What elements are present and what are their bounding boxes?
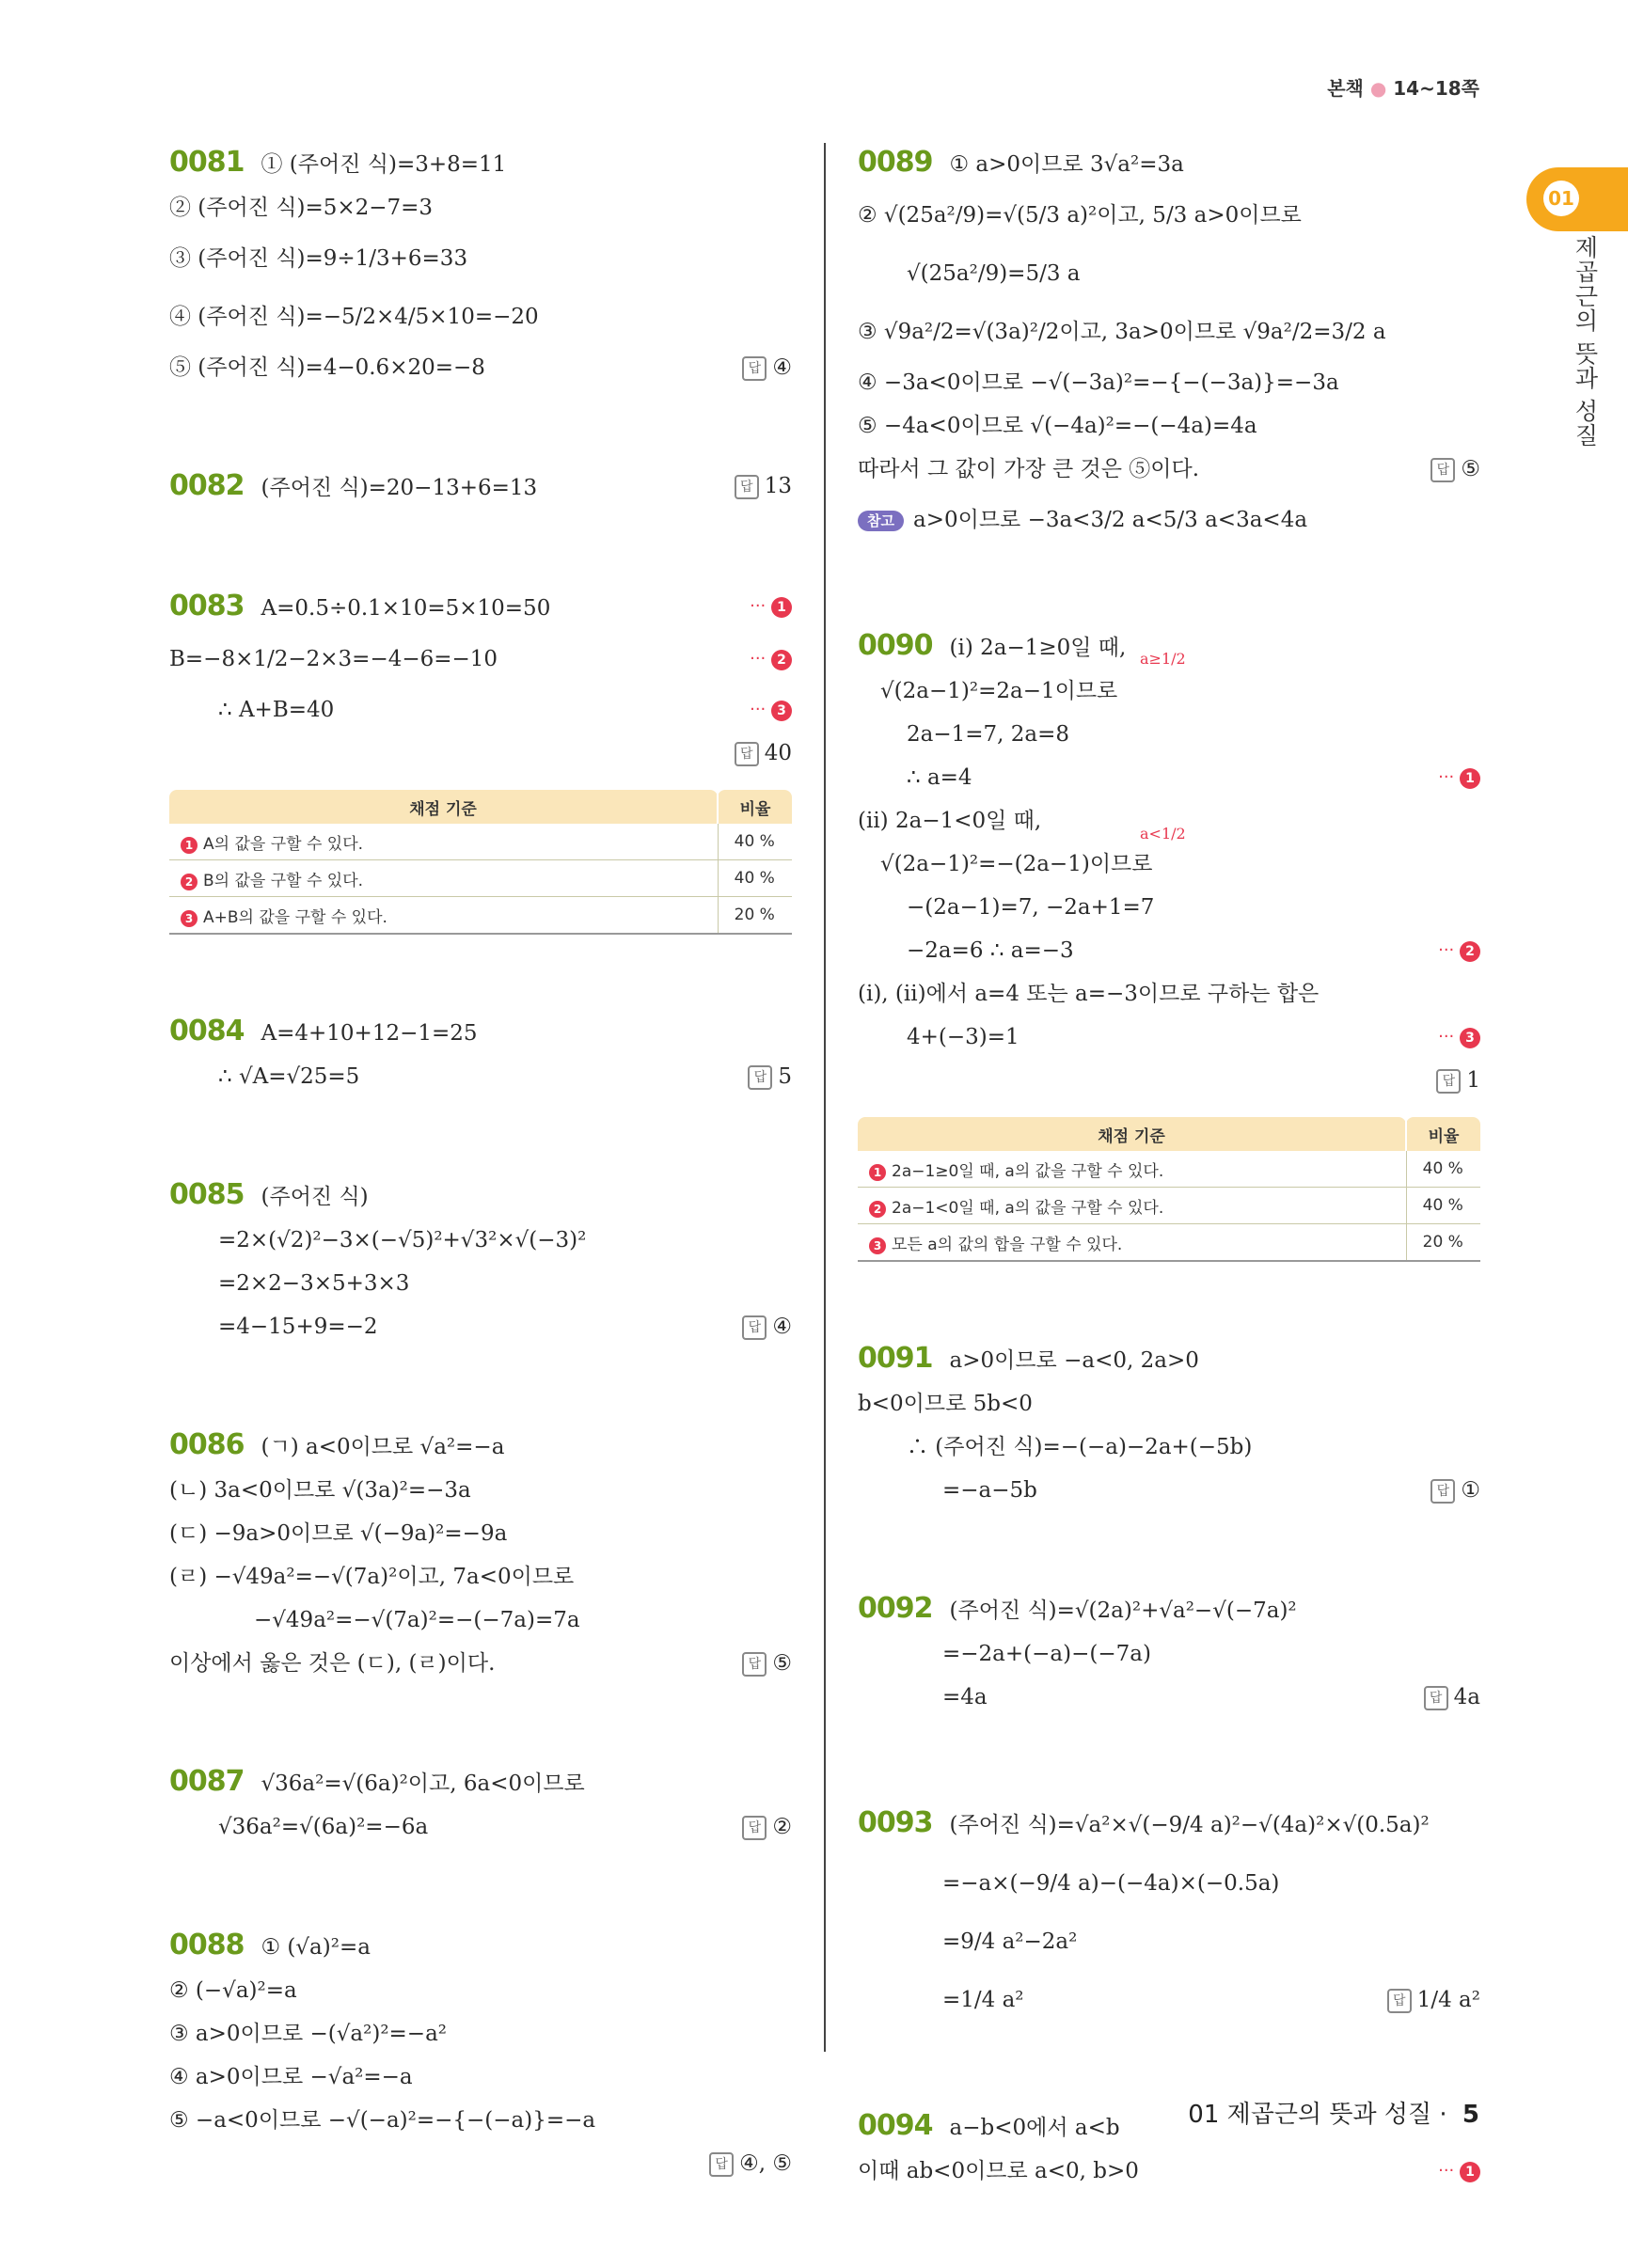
solution-text: 이상에서 옳은 것은 (ㄷ), (ㄹ)이다. bbox=[169, 1651, 496, 1676]
answer-value: 1 bbox=[1466, 1068, 1480, 1093]
solution-line bbox=[858, 1794, 1480, 1854]
problem-0086 bbox=[169, 1424, 792, 1685]
solution-text: ③ √9a²/2=√(3a)²/2이고, 3a>0이므로 √9a²/2=3/2 a bbox=[858, 320, 1386, 344]
solution-text: ① (주어진 식)=3+8=11 bbox=[261, 152, 507, 177]
answer-value: ⑤ bbox=[772, 1651, 792, 1676]
answer bbox=[1430, 448, 1480, 491]
answer bbox=[735, 465, 792, 508]
solution-text: =4a bbox=[942, 1685, 988, 1709]
problem-number: 0081 bbox=[169, 146, 245, 179]
solution-line bbox=[858, 361, 1480, 404]
solution-text: (주어진 식)=√a²×√(−9/4 a)²−√(4a)²×√(0.5a)² bbox=[949, 1813, 1430, 1837]
problem-number: 0084 bbox=[169, 1015, 245, 1047]
ratio-cell: 40 % bbox=[1406, 1151, 1480, 1188]
problem-number: 0087 bbox=[169, 1765, 245, 1798]
criteria-text: A+B의 값을 구할 수 있다. bbox=[203, 907, 387, 927]
answer-icon: 답 bbox=[742, 1315, 767, 1340]
answer-value: 4a bbox=[1453, 1685, 1480, 1709]
solution-text: (ii) 2a−1<0일 때, bbox=[858, 809, 1042, 833]
condition-note: a<1/2 bbox=[1140, 825, 1186, 843]
solution-line bbox=[858, 756, 1480, 799]
answer-icon: 답 bbox=[735, 475, 759, 499]
solution-line bbox=[169, 732, 792, 775]
solution-text: 2a−1=7, 2a=8 bbox=[907, 722, 1070, 747]
criteria-cell bbox=[858, 1224, 1406, 1262]
problem-0081 bbox=[169, 141, 792, 389]
ratio-cell: 40 % bbox=[718, 824, 792, 860]
scoring-header bbox=[858, 1117, 1480, 1151]
ratio-cell: 40 % bbox=[1406, 1188, 1480, 1224]
left-column bbox=[169, 141, 792, 2260]
problem-0087 bbox=[169, 1760, 792, 1849]
solution-line bbox=[858, 1469, 1480, 1512]
criteria-text: 모든 a의 값의 합을 구할 수 있다. bbox=[892, 1235, 1123, 1254]
solution-line bbox=[858, 972, 1480, 1016]
solution-line bbox=[169, 1055, 792, 1098]
answer bbox=[742, 1805, 792, 1849]
solution-line bbox=[858, 1425, 1480, 1469]
criteria-text: 2a−1≥0일 때, a의 값을 구할 수 있다. bbox=[892, 1161, 1164, 1181]
dot-icon: ● bbox=[1369, 77, 1387, 100]
solution-text: (ㄴ) 3a<0이므로 √(3a)²=−3a bbox=[169, 1478, 471, 1503]
problem-0088 bbox=[169, 1924, 792, 2185]
solution-text: ∴ (주어진 식)=−(−a)−2a+(−5b) bbox=[907, 1435, 1253, 1459]
scoring-row bbox=[858, 1151, 1480, 1188]
solution-text: ⑤ (주어진 식)=4−0.6×20=−8 bbox=[169, 355, 485, 380]
problem-number: 0093 bbox=[858, 1806, 933, 1839]
problem-number: 0082 bbox=[169, 469, 245, 502]
scoring-row bbox=[858, 1188, 1480, 1224]
criteria-number: 3 bbox=[181, 910, 198, 927]
step-marker: ··· 2 bbox=[1438, 929, 1480, 972]
criteria-text: B의 값을 구할 수 있다. bbox=[203, 871, 364, 890]
answer bbox=[748, 1055, 792, 1098]
book-label: 본책 bbox=[1327, 77, 1364, 100]
solution-line bbox=[858, 1971, 1480, 2029]
step-marker: ··· 1 bbox=[1438, 756, 1480, 799]
solution-text: ⑤ −a<0이므로 −√(−a)²=−{−(−a)}=−a bbox=[169, 2108, 596, 2133]
solution-line bbox=[169, 1512, 792, 1555]
problem-0082 bbox=[169, 465, 792, 510]
solution-text: ② (주어진 식)=5×2−7=3 bbox=[169, 196, 434, 220]
solution-text: (ㄹ) −√49a²=−√(7a)²이고, 7a<0이므로 bbox=[169, 1565, 575, 1589]
solution-line bbox=[858, 1587, 1480, 1632]
scoring-table bbox=[858, 1117, 1480, 1262]
problem-0090 bbox=[858, 624, 1480, 1262]
answer-value: 5 bbox=[778, 1064, 792, 1089]
answer bbox=[742, 1642, 792, 1685]
criteria-number: 1 bbox=[181, 837, 198, 854]
answer-value: 40 bbox=[764, 741, 792, 765]
page-number: 5 bbox=[1462, 2101, 1479, 2129]
solution-text: ∴ a=4 bbox=[907, 765, 972, 790]
solution-line bbox=[169, 1010, 792, 1055]
solution-text: √36a²=√(6a)²이고, 6a<0이므로 bbox=[261, 1772, 585, 1796]
criteria-cell bbox=[169, 897, 718, 935]
answer-icon: 답 bbox=[742, 1652, 767, 1677]
solution-text: (주어진 식) bbox=[261, 1185, 369, 1209]
solution-line bbox=[169, 288, 792, 346]
problem-number: 0085 bbox=[169, 1178, 245, 1211]
page-reference bbox=[1327, 73, 1479, 101]
solution-text: −2a=6 ∴ a=−3 bbox=[907, 938, 1074, 963]
answer-icon: 답 bbox=[748, 1065, 772, 1090]
solution-line bbox=[858, 1059, 1480, 1102]
solution-line bbox=[858, 303, 1480, 361]
criteria-number: 1 bbox=[869, 1164, 886, 1181]
solution-line bbox=[858, 141, 1480, 186]
solution-text: =2×2−3×5+3×3 bbox=[218, 1271, 410, 1296]
solution-text: −√49a²=−√(7a)²=−(−7a)=7a bbox=[254, 1608, 580, 1632]
answer-value: 13 bbox=[764, 474, 792, 498]
criteria-cell bbox=[858, 1151, 1406, 1188]
problem-number: 0088 bbox=[169, 1929, 245, 1961]
problem-0083 bbox=[169, 585, 792, 935]
step-number: 1 bbox=[1460, 2162, 1480, 2182]
solution-line bbox=[858, 1016, 1480, 1059]
solution-line bbox=[858, 1854, 1480, 1913]
step-number: 3 bbox=[771, 701, 792, 721]
solution-line bbox=[169, 1173, 792, 1219]
criteria-cell bbox=[169, 860, 718, 897]
solution-line bbox=[858, 404, 1480, 448]
criteria-header: 채점 기준 bbox=[858, 1117, 1406, 1151]
problem-0085 bbox=[169, 1173, 792, 1348]
solution-line bbox=[169, 2099, 792, 2142]
solution-text: A=4+10+12−1=25 bbox=[261, 1021, 478, 1046]
ratio-cell: 40 % bbox=[718, 860, 792, 897]
solution-text: (주어진 식)=√(2a)²+√a²−√(−7a)² bbox=[949, 1599, 1297, 1623]
problem-number: 0094 bbox=[858, 2109, 933, 2142]
solution-text: =1/4 a² bbox=[942, 1988, 1024, 2012]
page-range: 14~18쪽 bbox=[1393, 77, 1479, 100]
solution-line bbox=[169, 1599, 792, 1642]
solution-text: ⑤ −4a<0이므로 √(−4a)²=−(−4a)=4a bbox=[858, 414, 1257, 438]
solution-line bbox=[169, 1469, 792, 1512]
solution-text: b<0이므로 5b<0 bbox=[858, 1392, 1033, 1416]
criteria-number: 2 bbox=[181, 874, 198, 890]
solution-text: √(25a²/9)=5/3 a bbox=[907, 261, 1081, 286]
answer-value: ④ bbox=[772, 1315, 792, 1339]
note-badge: 참고 bbox=[858, 511, 904, 531]
solution-text: =9/4 a²−2a² bbox=[942, 1929, 1078, 1954]
solution-line bbox=[858, 186, 1480, 244]
step-marker: ··· 3 bbox=[750, 688, 792, 732]
solution-text: ② (−√a)²=a bbox=[169, 1978, 297, 2003]
solution-line bbox=[858, 1632, 1480, 1676]
solution-line bbox=[169, 2142, 792, 2185]
step-number: 2 bbox=[1460, 941, 1480, 962]
solution-text: −(2a−1)=7, −2a+1=7 bbox=[907, 895, 1155, 920]
problem-number: 0083 bbox=[169, 590, 245, 622]
solution-line bbox=[169, 1262, 792, 1305]
answer-value: ⑤ bbox=[1461, 457, 1480, 481]
answer-value: ④, ⑤ bbox=[739, 2151, 792, 2176]
answer bbox=[742, 346, 792, 389]
footer-chapter: 01 제곱근의 뜻과 성질 bbox=[1188, 2101, 1432, 2129]
solution-text: ④ −3a<0이므로 −√(−3a)²=−{−(−3a)}=−3a bbox=[858, 370, 1339, 395]
solution-line bbox=[858, 1913, 1480, 1971]
scoring-row bbox=[169, 824, 792, 860]
answer-icon: 답 bbox=[709, 2152, 734, 2177]
solution-line bbox=[858, 1382, 1480, 1425]
scoring-row bbox=[858, 1224, 1480, 1262]
answer bbox=[735, 732, 792, 775]
solution-text: (i) 2a−1≥0일 때, bbox=[949, 636, 1127, 660]
solution-line bbox=[858, 2150, 1480, 2193]
chapter-number: 01 bbox=[1543, 181, 1579, 216]
solution-line bbox=[858, 713, 1480, 756]
problem-0091 bbox=[858, 1337, 1480, 1512]
answer bbox=[1387, 1971, 1480, 2029]
solution-line bbox=[169, 1424, 792, 1469]
solution-text: ④ a>0이므로 −√a²=−a bbox=[169, 2065, 413, 2089]
solution-text: √(2a−1)²=2a−1이므로 bbox=[880, 679, 1118, 703]
step-marker: ··· 1 bbox=[1438, 2150, 1480, 2193]
answer-icon: 답 bbox=[742, 1816, 767, 1840]
solution-text: ∴ A+B=40 bbox=[218, 698, 335, 722]
solution-text: ③ (주어진 식)=9÷1/3+6=33 bbox=[169, 246, 468, 271]
solution-line bbox=[858, 843, 1480, 886]
scoring-header bbox=[169, 790, 792, 824]
ratio-cell: 20 % bbox=[1406, 1224, 1480, 1262]
answer-value: ④ bbox=[772, 355, 792, 380]
solution-line bbox=[169, 465, 792, 510]
solution-line bbox=[169, 1555, 792, 1599]
solution-line bbox=[169, 585, 792, 630]
criteria-header: 채점 기준 bbox=[169, 790, 718, 824]
solution-text: B=−8×1/2−2×3=−4−6=−10 bbox=[169, 647, 498, 671]
answer bbox=[742, 1305, 792, 1348]
step-marker: ··· 3 bbox=[1438, 1016, 1480, 1059]
solution-line bbox=[169, 1219, 792, 1262]
step-marker: ··· 1 bbox=[750, 585, 792, 628]
answer-icon: 답 bbox=[1424, 1686, 1448, 1710]
solution-line bbox=[858, 799, 1480, 843]
solution-text: =4−15+9=−2 bbox=[218, 1315, 378, 1339]
step-number: 1 bbox=[771, 597, 792, 618]
solution-text: 4+(−3)=1 bbox=[907, 1025, 1019, 1049]
solution-text: √(2a−1)²=−(2a−1)이므로 bbox=[880, 852, 1153, 876]
solution-text: a−b<0에서 a<b bbox=[949, 2116, 1120, 2140]
solution-text: A=0.5÷0.1×10=5×10=50 bbox=[261, 596, 551, 621]
problem-number: 0089 bbox=[858, 146, 933, 179]
solution-line bbox=[169, 1805, 792, 1849]
answer-value: ① bbox=[1461, 1478, 1480, 1503]
solution-text: (ㄱ) a<0이므로 √a²=−a bbox=[261, 1435, 505, 1459]
solution-text: a>0이므로 −3a<3/2 a<5/3 a<3a<4a bbox=[912, 508, 1308, 532]
right-column bbox=[858, 141, 1480, 2268]
solution-text: =2×(√2)²−3×(−√5)²+√3²×√(−3)² bbox=[218, 1228, 587, 1252]
answer bbox=[1436, 1059, 1480, 1102]
ratio-cell: 20 % bbox=[718, 897, 792, 935]
step-number: 2 bbox=[771, 650, 792, 670]
solution-text: =−a−5b bbox=[942, 1478, 1037, 1503]
solution-line bbox=[169, 2055, 792, 2099]
solution-text: ① a>0이므로 3√a²=3a bbox=[949, 152, 1184, 177]
scoring-row bbox=[169, 860, 792, 897]
answer-icon: 답 bbox=[1430, 1479, 1455, 1504]
solution-text: 따라서 그 값이 가장 큰 것은 ⑤이다. bbox=[858, 457, 1200, 481]
solution-line bbox=[858, 886, 1480, 929]
answer-icon: 답 bbox=[1436, 1069, 1461, 1094]
solution-line bbox=[858, 929, 1480, 972]
solution-text: =−a×(−9/4 a)−(−4a)×(−0.5a) bbox=[942, 1871, 1280, 1896]
step-number: 1 bbox=[1460, 768, 1480, 789]
solution-line bbox=[169, 2012, 792, 2055]
step-marker: ··· 2 bbox=[750, 630, 792, 688]
solution-line bbox=[169, 1642, 792, 1685]
solution-text: (ㄷ) −9a>0이므로 √(−9a)²=−9a bbox=[169, 1521, 508, 1546]
answer-value: ② bbox=[772, 1815, 792, 1839]
column-divider bbox=[824, 143, 826, 2052]
problem-0092 bbox=[858, 1587, 1480, 1719]
solution-line bbox=[858, 624, 1480, 669]
problem-number: 0092 bbox=[858, 1592, 933, 1625]
problem-number: 0091 bbox=[858, 1342, 933, 1375]
solution-line bbox=[169, 1969, 792, 2012]
answer-icon: 답 bbox=[735, 742, 759, 766]
criteria-cell bbox=[858, 1188, 1406, 1224]
answer-icon: 답 bbox=[1387, 1989, 1412, 2013]
answer-value: 1/4 a² bbox=[1416, 1988, 1480, 2012]
problem-0084 bbox=[169, 1010, 792, 1098]
solution-text: ② √(25a²/9)=√(5/3 a)²이고, 5/3 a>0이므로 bbox=[858, 203, 1302, 228]
criteria-cell bbox=[169, 824, 718, 860]
problem-0089 bbox=[858, 141, 1480, 549]
criteria-text: 2a−1<0일 때, a의 값을 구할 수 있다. bbox=[892, 1198, 1164, 1218]
solution-text: √36a²=√(6a)²=−6a bbox=[218, 1815, 429, 1839]
solution-text: (주어진 식)=20−13+6=13 bbox=[261, 476, 538, 500]
step-number: 3 bbox=[1460, 1028, 1480, 1048]
solution-line bbox=[169, 688, 792, 732]
solution-line bbox=[858, 1676, 1480, 1719]
solution-text: ① (√a)²=a bbox=[261, 1935, 371, 1960]
answer-icon: 답 bbox=[1430, 458, 1455, 482]
problem-0093 bbox=[858, 1794, 1480, 2029]
chapter-title: 제곱근의 뜻과 성질 bbox=[1572, 235, 1599, 448]
criteria-text: A의 값을 구할 수 있다. bbox=[203, 834, 364, 854]
solution-text: 이때 ab<0이므로 a<0, b>0 bbox=[858, 2159, 1139, 2183]
solution-line bbox=[858, 448, 1480, 491]
solution-line bbox=[169, 141, 792, 186]
criteria-number: 2 bbox=[869, 1201, 886, 1218]
solution-line bbox=[169, 1924, 792, 1969]
ratio-header: 비율 bbox=[718, 790, 792, 824]
condition-note: a≥1/2 bbox=[1140, 650, 1186, 668]
solution-line bbox=[858, 244, 1480, 303]
scoring-table bbox=[169, 790, 792, 935]
solution-text: a>0이므로 −a<0, 2a>0 bbox=[949, 1348, 1199, 1373]
answer bbox=[709, 2142, 792, 2185]
solution-line bbox=[858, 1337, 1480, 1382]
page-footer: 01 제곱근의 뜻과 성질 · 5 bbox=[1188, 2101, 1479, 2129]
solution-line bbox=[169, 1305, 792, 1348]
solution-text: (i), (ii)에서 a=4 또는 a=−3이므로 구하는 합은 bbox=[858, 982, 1320, 1006]
answer bbox=[1424, 1676, 1480, 1719]
problem-number: 0086 bbox=[169, 1428, 245, 1461]
problem-number: 0090 bbox=[858, 629, 933, 662]
solution-text: =−2a+(−a)−(−7a) bbox=[942, 1642, 1151, 1666]
solution-line bbox=[169, 1760, 792, 1805]
answer bbox=[1430, 1469, 1480, 1512]
solution-line bbox=[169, 346, 792, 389]
answer-icon: 답 bbox=[742, 356, 767, 381]
solution-text: ③ a>0이므로 −(√a²)²=−a² bbox=[169, 2022, 448, 2046]
solution-text: ∴ √A=√25=5 bbox=[218, 1064, 360, 1089]
ratio-header: 비율 bbox=[1406, 1117, 1480, 1151]
criteria-number: 3 bbox=[869, 1237, 886, 1254]
solution-line bbox=[169, 186, 792, 229]
solution-line bbox=[858, 491, 1480, 549]
solution-line bbox=[169, 630, 792, 688]
chapter-tab bbox=[1526, 167, 1628, 231]
solution-text: ④ (주어진 식)=−5/2×4/5×10=−20 bbox=[169, 305, 539, 329]
solution-line bbox=[169, 229, 792, 288]
solution-line bbox=[858, 669, 1480, 713]
scoring-row bbox=[169, 897, 792, 935]
